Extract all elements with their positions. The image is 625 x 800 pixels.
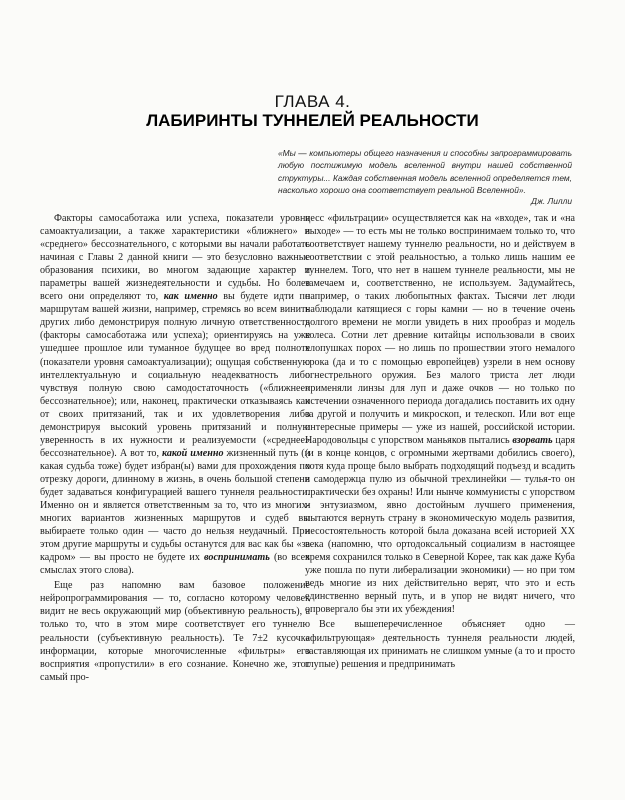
left-p1-emphasis-2: какой именно [161, 447, 224, 459]
left-p1-emphasis-1: как именно [163, 291, 218, 303]
epigraph-author: Дж. Лилли [531, 196, 572, 206]
right-column [305, 212, 575, 671]
right-p1-text-a: цесс «фильтрации» осуществляется как на «входе», так и «на выходе» — то есть мы не только воспринимаем только то, что соответствует нашему туннелю реальности, но и действуем в соответствии с этой реальностью, а только лишь нашим ее туннелем. Того, что нет в нашем туннеле реальности, мы не замечаем и, соответственно, не используем. Задумайтесь, например, о таких любопытных фактах. Тысячи лет люди наблюдали катящиеся с горы камни — но в течение очень долгого времени не могли увидеть в них прообраз и модель колеса. Сотни лет древние китайцы использовали в своих хлопушках порох — но лишь по прошествии этого немалого срока (да и то с помощью европейцев) узрели в нем основу огнестрельного оружия. Без малого триста лет люди применяли линзы для луп и даже очков — но только по истечении означенного периода догадались поставить их одну за другой и получить и микроскоп, и телескоп. Или вот еще интересные примеры — уже из нашей, российской истории. Народовольцы с упорством маньяков пытались [305, 213, 575, 446]
left-p1-text-d: (во всех смыслах этого слова). [40, 552, 310, 577]
chapter-number: ГЛАВА 4. [274, 92, 351, 111]
chapter-title: ЛАБИРИНТЫ ТУННЕЛЕЙ РЕАЛЬНОСТИ [146, 111, 479, 130]
right-p1-text-b: царя (и в конце концов, с огромными жертвами добились своего), хотя куда проще было выбрать подходящий подъезд и всадить в самодержца пулю из обычной трехлинейки — тулья-то он практически без охраны! Или нынче коммунисты с упорством и энтузиазмом, явно достойным лучшего применения, пытаются вернуть страну в экономическую модель развития, несостоятельность которой была доказана всей историей XX века (напомню, что ортодоксальный социализм в настоящее время сохранился только в Северной Корее, так как даже Куба уже пошла по пути либерализации экономики) — но при том ведь многие из них действительно верят, что это и есть единственно верный путь, и в упор не видят ничего, что опровергало бы эти их убеждения! [305, 434, 575, 616]
left-p1-text-b: вы будете идти по маршрутам вашей жизни, например, стремясь во всем винить других либо демонстрируя полную личную ответственность (факторы самосаботажа или успеха); ориентируясь на уже ушедшее прошлое или туманное будущее во вред полноте (показатели уровня самоактуализации); ощущая собственную интеллектуальную и социальную неадекватность либо чувствуя полную свою самодостаточность («ближнее» бессознательное); или, наконец, практически отказываясь как от своих притязаний, так и их удовлетворения либо демонстрируя высокий уровень притязаний и полную уверенность в их нужности и реализуемости («среднее» бессознательное). А вот то, [40, 291, 310, 459]
left-paragraph-1 [40, 212, 310, 577]
left-p1-text-a: Факторы самосаботажа или успеха, показатели уровня самоактуализации, а также характеристики «ближнего» и «среднего» бессознательного, с которыми вы начали работать начиная с Главы 2 данной книги — это безусловно важные образования психики, во многом задающие характер и параметры вашей жизнедеятельности и судьбы. Но более всего они определяют то, [40, 213, 310, 303]
epigraph-quote: «Мы — компьютеры общего назначения и способны запрограммировать любую постижимую модель вселенной внутри нашей собственной структуры... Каждая собственная модель вселенной определяется тем, насколько хорошо она соответствует реальной Вселенной». [278, 148, 572, 196]
right-p1-emphasis-1: взорвать [512, 434, 553, 446]
left-column [40, 212, 310, 684]
left-p1-emphasis-3: воспринимать [204, 552, 270, 564]
left-paragraph-2: Еще раз напомню вам базовое положение нейропрограммирования — то, согласно которому человек видит не весь окружающий мир (объективную реальность), а только то, что в этом мире соответствует его туннелю реальности (субъективную реальность). Те 7±2 кусочка информации, которые многочисленные «фильтры» его восприятия «пропустили» в его сознание. Конечно же, этот самый про- [40, 580, 310, 683]
right-paragraph-1 [305, 212, 575, 616]
left-p1-text-c: жизненный путь (и какая судьба тоже) будет избран(ы) вами для прохождения по отрезку дороги, длинному в жизнь, в очень большой степени будет задаваться конфигурацией вашего туннеля реальности. Именно он и является ответственным за то, что из многих-многих вариантов жизненных маршрутов и судеб вы выбираете только один — часто до нельзя неудачный. При этом другие маршруты и судьбы останутся для вас как бы «за кадром» — вы просто не будете их [40, 447, 310, 564]
right-paragraph-2: Все вышеперечисленное объясняет одно — «фильтрующая» деятельность туннеля реальности людей, заставляющая их принимать не слишком умные (а то и просто глупые) решения и предпринимать [305, 619, 575, 670]
